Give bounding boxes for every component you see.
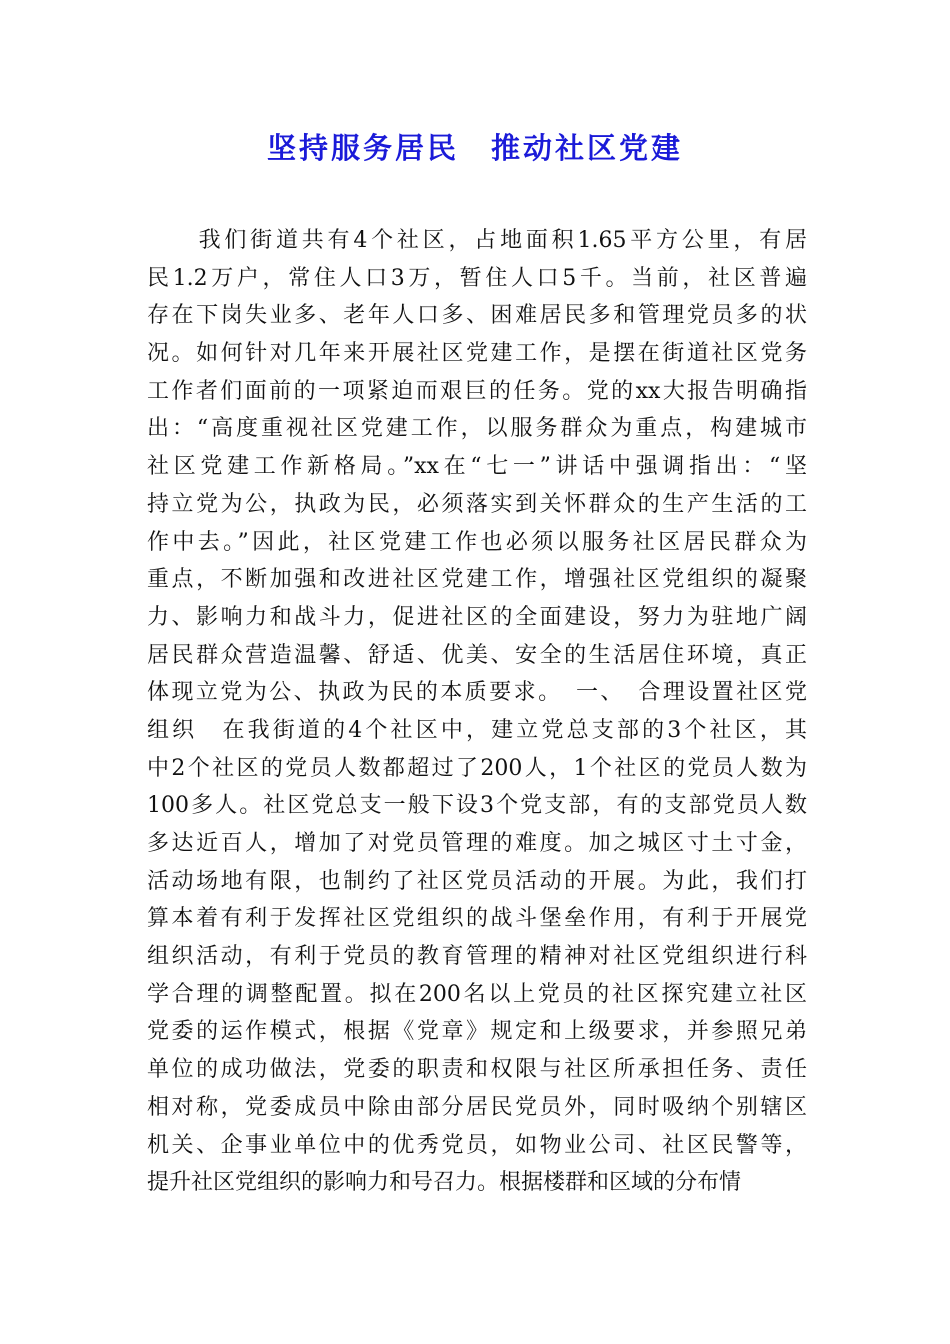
body-line: 活动场地有限，也制约了社区党员活动的开展。为此，我们打: [147, 868, 807, 894]
body-line: 提升社区党组织的影响力和号召力。根据楼群和区域的分布情: [147, 1170, 742, 1196]
body-line: 作中去。”因此，社区党建工作也必须以服务社区居民群众为: [147, 529, 807, 555]
body-line: 工作者们面前的一项紧迫而艰巨的任务。党的xx大报告明确指: [147, 378, 807, 404]
body-line: 体现立党为公、执政为民的本质要求。 一、 合理设置社区党: [147, 680, 807, 706]
document-body: [147, 222, 807, 1202]
body-line: 重点，不断加强和改进社区党建工作，增强社区党组织的凝聚: [147, 567, 807, 593]
body-line: 居民群众营造温馨、舒适、优美、安全的生活居住环境，真正: [147, 642, 807, 668]
body-line: 机关、企事业单位中的优秀党员，如物业公司、社区民警等，: [147, 1132, 807, 1158]
body-line: 组织活动，有利于党员的教育管理的精神对社区党组织进行科: [147, 944, 807, 970]
body-line: 学合理的调整配置。拟在200名以上党员的社区探究建立社区: [147, 981, 807, 1007]
body-line: 党委的运作模式，根据《党章》规定和上级要求，并参照兄弟: [147, 1019, 807, 1045]
body-line: 组织 在我街道的4个社区中，建立党总支部的3个社区，其: [147, 717, 807, 743]
body-line: 力、影响力和战斗力，促进社区的全面建设，努力为驻地广阔: [147, 604, 807, 630]
body-line: 况。如何针对几年来开展社区党建工作，是摆在街道社区党务: [147, 341, 807, 367]
body-line: 中2个社区的党员人数都超过了200人，1个社区的党员人数为: [147, 755, 807, 781]
document-title: 坚持服务居民 推动社区党建: [266, 131, 683, 165]
body-line: 多达近百人，增加了对党员管理的难度。加之城区寸土寸金，: [147, 831, 807, 856]
body-line: 单位的成功做法，党委的职责和权限与社区所承担任务、责任: [147, 1057, 807, 1083]
body-line: 民1.2万户，常住人口3万，暂住人口5千。当前，社区普遍: [147, 265, 807, 291]
body-line: 社区党建工作新格局。”xx在“七一”讲话中强调指出：“坚: [147, 454, 807, 480]
body-line: 相对称，党委成员中除由部分居民党员外，同时吸纳个别辖区: [147, 1094, 807, 1120]
body-line: 存在下岗失业多、老年人口多、困难居民多和管理党员多的状: [147, 303, 807, 329]
body-line: 我们街道共有4个社区，占地面积1.65平方公里，有居: [147, 228, 807, 253]
body-line: 出：“高度重视社区党建工作，以服务群众为重点，构建城市: [147, 416, 807, 442]
body-line: 算本着有利于发挥社区党组织的战斗堡垒作用，有利于开展党: [147, 906, 807, 932]
body-line: 持立党为公，执政为民，必须落实到关怀群众的生产生活的工: [147, 491, 807, 517]
body-line: 100多人。社区党总支一般下设3个党支部，有的支部党员人数: [147, 793, 807, 819]
